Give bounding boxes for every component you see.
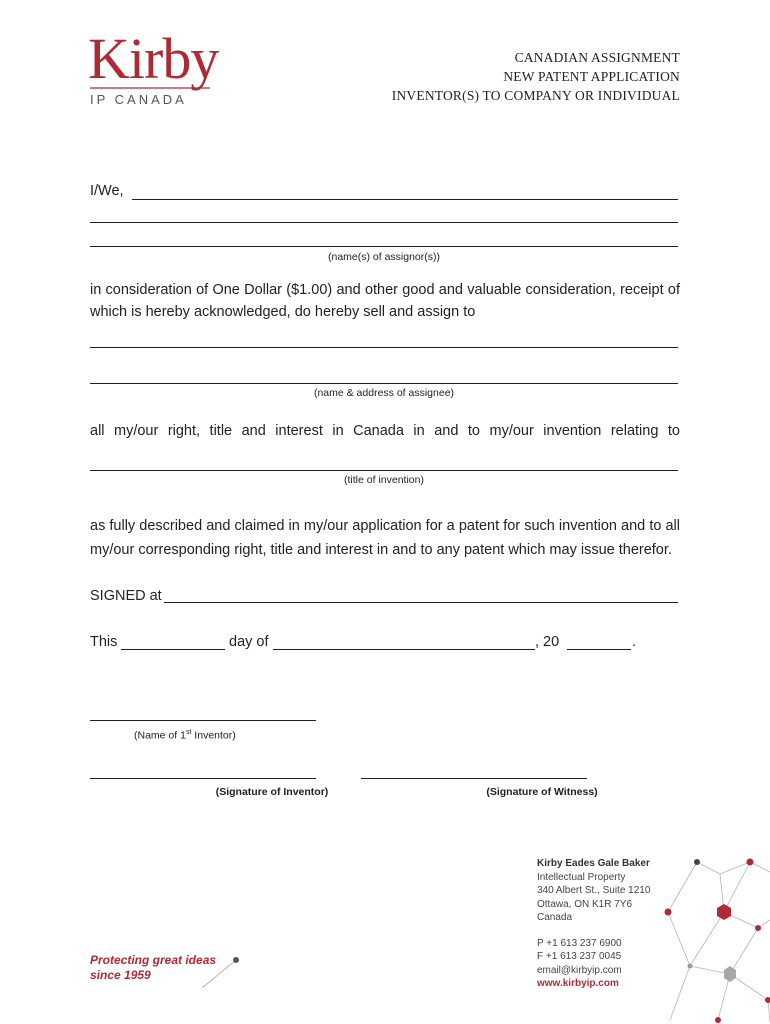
phone-number: P +1 613 237 6900 xyxy=(537,937,622,949)
assignee-line-2[interactable] xyxy=(90,383,678,384)
address-line-4: Canada xyxy=(537,912,573,923)
year-prefix: , 20 xyxy=(535,634,560,650)
network-graphic xyxy=(640,850,770,1024)
consideration-text-line-2: which is hereby acknowledged, do hereby sell and assign to xyxy=(90,304,476,320)
address-line-3: Ottawa, ON K1R 7Y6 xyxy=(537,898,633,910)
address-line-2: 340 Albert St., Suite 1210 xyxy=(537,885,651,896)
node-dot-4 xyxy=(755,925,761,931)
firm-name: Kirby Eades Gale Baker xyxy=(537,858,650,869)
iwe-label: I/We, xyxy=(90,183,124,199)
address-line-1: Intellectual Property xyxy=(537,871,626,883)
website-link[interactable]: www.kirbyip.com xyxy=(537,978,619,989)
year-suffix: . xyxy=(632,634,637,650)
invention-caption: (title of invention) xyxy=(344,474,424,486)
title-line-2: NEW PATENT APPLICATION xyxy=(503,69,680,84)
day-of-label: day of xyxy=(229,634,269,650)
title-line-3: INVENTOR(S) TO COMPANY OR INDIVIDUAL xyxy=(391,88,680,103)
assignor-caption: (name(s) of assignor(s)) xyxy=(327,251,441,263)
rights-text: all my/our right, title and interest in Canada in and to my/our invention relating to xyxy=(90,423,680,439)
day-line[interactable] xyxy=(121,649,225,650)
inventor-name-caption xyxy=(134,729,236,742)
node-dot-6 xyxy=(765,997,770,1003)
tagline xyxy=(90,953,216,983)
assignor-name-line-3[interactable] xyxy=(90,246,678,247)
inventor-caption-pre: (Name of 1 xyxy=(134,729,186,742)
year-line[interactable] xyxy=(567,649,631,650)
assignee-caption: (name & address of assignee) xyxy=(313,387,455,399)
this-label: This xyxy=(90,634,118,650)
node-dot-1 xyxy=(694,859,700,865)
node-hexagon-grey xyxy=(724,966,736,982)
witness-signature-caption: (Signature of Witness) xyxy=(486,786,598,798)
kirby-logo: Kirby xyxy=(88,26,219,91)
month-line[interactable] xyxy=(273,649,535,650)
inventor-caption-sup: st xyxy=(185,729,192,736)
firm-address-block xyxy=(537,857,650,991)
assignor-name-line-2[interactable] xyxy=(90,222,678,223)
node-dot-2 xyxy=(747,859,754,866)
described-text-line-1: as fully described and claimed in my/our application for a patent for such invention and to all xyxy=(90,518,680,534)
assignor-name-line-1[interactable] xyxy=(132,199,678,200)
inventor-caption-post: Inventor) xyxy=(191,729,236,742)
node-hexagon-red xyxy=(717,904,731,920)
logo-underline xyxy=(90,86,210,90)
tagline-decoration xyxy=(200,952,250,992)
document-title xyxy=(392,48,680,105)
inventor-signature-line[interactable] xyxy=(90,778,316,779)
node-dot-5 xyxy=(688,964,693,969)
title-line-1: CANADIAN ASSIGNMENT xyxy=(514,50,680,65)
tagline-line-2: since 1959 xyxy=(90,968,151,982)
assignee-line-1[interactable] xyxy=(90,347,678,348)
logo-subtitle: IP CANADA xyxy=(90,92,187,107)
signed-at-line[interactable] xyxy=(164,602,678,603)
inventor-name-line[interactable] xyxy=(90,720,316,721)
witness-signature-line[interactable] xyxy=(361,778,587,779)
inventor-signature-caption: (Signature of Inventor) xyxy=(215,786,329,798)
node-dot-7 xyxy=(715,1017,721,1023)
email-address: email@kirbyip.com xyxy=(537,964,622,976)
invention-title-line[interactable] xyxy=(90,470,678,471)
tagline-line-1: Protecting great ideas xyxy=(90,953,217,967)
described-text-line-2: my/our corresponding right, title and interest in and to any patent which may issue therefor. xyxy=(90,542,672,558)
fax-number: F +1 613 237 0045 xyxy=(537,951,622,962)
consideration-text-line-1: in consideration of One Dollar ($1.00) and other good and valuable consideration, receipt of xyxy=(90,282,680,298)
node-dot-3 xyxy=(665,909,672,916)
signed-at-label: SIGNED at xyxy=(90,588,162,604)
